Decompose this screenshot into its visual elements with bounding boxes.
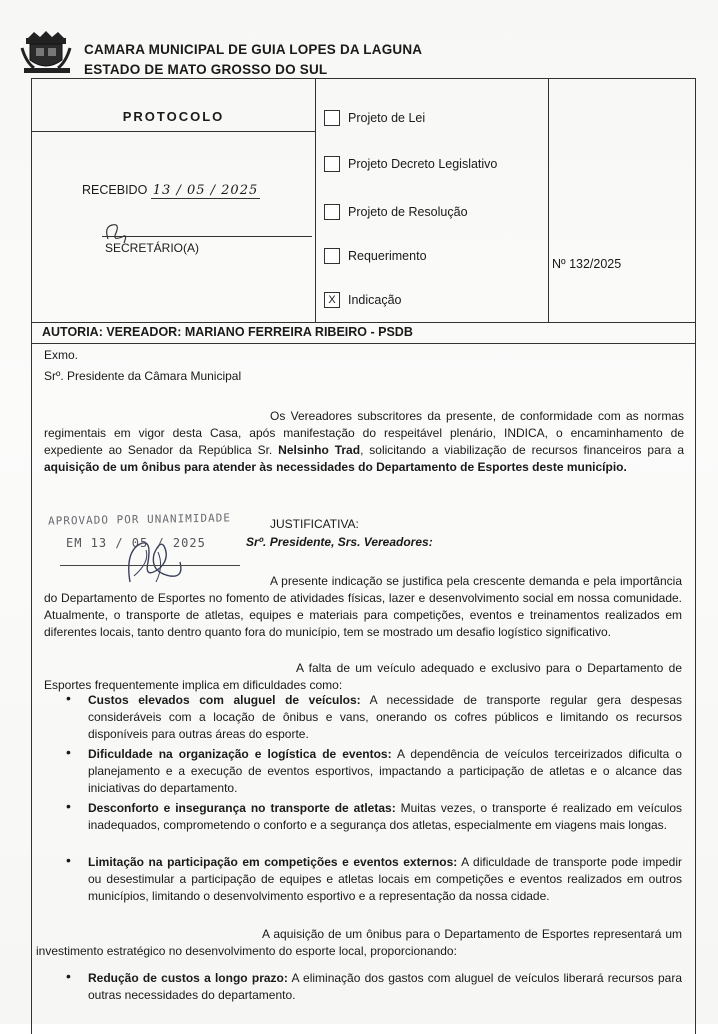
received-field (82, 183, 260, 198)
page-border-left (31, 344, 32, 1034)
page-border-right (695, 344, 696, 1034)
option-label: Projeto de Resolução (348, 205, 468, 219)
checkbox[interactable] (324, 248, 340, 264)
option-label: Projeto Decreto Legislativo (348, 157, 498, 171)
list-item-limitacao (88, 854, 682, 905)
list-item-custos (88, 692, 682, 743)
list-item-text: A necessidade de transporte regular gera despesas consideráveis com a locação de ônibus e vans, onerando os cofres públicos e limitando os recursos disponíveis para outras áreas do esporte. (88, 693, 682, 741)
approval-date: EM 13 / 05 / 2025 (66, 536, 206, 550)
header-state-name: ESTADO DE MATO GROSSO DO SUL (84, 62, 328, 77)
justification-paragraph-3: A aquisição de um ônibus para o Departamento de Esportes representará um investimento estratégico no desenvolvimento do esporte local, proporcionando: (36, 927, 682, 958)
justification-paragraph-1: A presente indicação se justifica pela crescente demanda e pela importância do Departamento de Esportes no fomento de atividades físicas, lazer e desenvolvimento social em nossa comunidade. Atualmente, o transporte de atletas, equipes e materiais para competições, eventos e treinamentos realizados em diferentes locais, tanto dentro quanto fora do município, tem se mostrado um desafio logístico significativo. (44, 574, 682, 639)
list-item-text: A dificuldade de transporte pode impedir ou desestimular a participação de equipes e atletas locais em competições e eventos realizados em outros municípios, limitando o desenvolvimento esportivo e a representação da nossa cidade. (88, 855, 682, 903)
justification-greeting: Srº. Presidente, Srs. Vereadores: (246, 535, 433, 549)
indication-text-2: , solicitando a viabilização de recursos financeiros para a (360, 443, 684, 457)
option-projeto-decreto-legislativo[interactable] (324, 153, 497, 175)
list-item-text: Muitas vezes, o transporte é realizado em veículos inadequados, comprometendo o conforto e a segurança dos atletas, especialmente em viagens mais longas. (88, 801, 682, 832)
indication-text: Os Vereadores subscritores da presente, de conformidade com as normas regimentais em vigor desta Casa, após manifestação do respeitável plenário, INDICA, o encaminhamento de expediente ao Senador da República Sr. (44, 409, 684, 457)
document-number: Nº 132/2025 (552, 257, 622, 271)
senator-name: Nelsinho Trad (278, 443, 361, 457)
option-requerimento[interactable] (324, 245, 427, 267)
bullet-dot: • (66, 798, 71, 814)
list-item-desconforto (88, 800, 682, 834)
table-divider (32, 131, 315, 132)
list-item-title: Custos elevados com aluguel de veículos: (88, 693, 361, 707)
signature-line (60, 565, 240, 566)
checkbox[interactable] (324, 156, 340, 172)
justification-title: JUSTIFICATIVA: (270, 517, 359, 531)
option-projeto-de-resolucao[interactable] (324, 201, 468, 223)
bullet-dot: • (66, 968, 71, 984)
list-item-title: Redução de custos a longo prazo: (88, 971, 288, 985)
table-divider (548, 79, 549, 322)
authorship-bar: AUTORIA: VEREADOR: MARIANO FERREIRA RIBEIRO - PSDB (31, 322, 696, 344)
secretary-signature-line (102, 236, 312, 237)
list-item-dificuldade (88, 746, 682, 797)
option-projeto-de-lei[interactable] (324, 107, 425, 129)
list-item-title: Limitação na participação em competições e eventos externos: (88, 855, 458, 869)
approval-stamp: APROVADO POR UNANIMIDADE (47, 511, 232, 528)
option-indicacao[interactable] (324, 289, 402, 311)
protocol-title: PROTOCOLO (122, 109, 225, 124)
indication-object: aquisição de um ônibus para atender às necessidades do Departamento de Esportes deste município. (44, 460, 627, 474)
protocol-table (31, 78, 696, 323)
table-divider (315, 79, 316, 322)
checkbox[interactable] (324, 204, 340, 220)
bullet-dot: • (66, 852, 71, 868)
justification-paragraph-2: A falta de um veículo adequado e exclusivo para o Departamento de Esportes frequentemente implica em dificuldades como: (44, 661, 682, 692)
indication-paragraph (44, 408, 684, 476)
header-chamber-name: CAMARA MUNICIPAL DE GUIA LOPES DA LAGUNA (84, 42, 423, 57)
checkbox-checked[interactable]: X (324, 292, 340, 308)
bullet-dot: • (66, 744, 71, 760)
salutation-exmo: Exmo. (44, 348, 79, 362)
received-label: RECEBIDO (82, 183, 148, 197)
list-item-title: Dificuldade na organização e logística de eventos: (88, 747, 392, 761)
bullet-dot: • (66, 690, 71, 706)
received-date: 13 / 05 / 2025 (152, 183, 259, 198)
municipal-crest-icon (20, 28, 78, 76)
option-label: Indicação (348, 293, 402, 307)
list-item-title: Desconforto e insegurança no transporte de atletas: (88, 801, 396, 815)
salutation-president: Srº. Presidente da Câmara Municipal (44, 369, 242, 383)
option-label: Requerimento (348, 249, 427, 263)
list-item-text: A dependência de veículos terceirizados dificulta o planejamento e a execução de eventos esportivos, impactando a participação de atletas e o alcance das iniciativas do departamento. (88, 747, 682, 795)
secretary-label: SECRETÁRIO(A) (105, 241, 200, 255)
list-item-reducao (88, 970, 682, 1004)
option-label: Projeto de Lei (348, 111, 426, 125)
list-item-text: A eliminação dos gastos com aluguel de veículos liberará recursos para outras necessidades do departamento. (88, 971, 683, 1002)
checkbox[interactable] (324, 110, 340, 126)
